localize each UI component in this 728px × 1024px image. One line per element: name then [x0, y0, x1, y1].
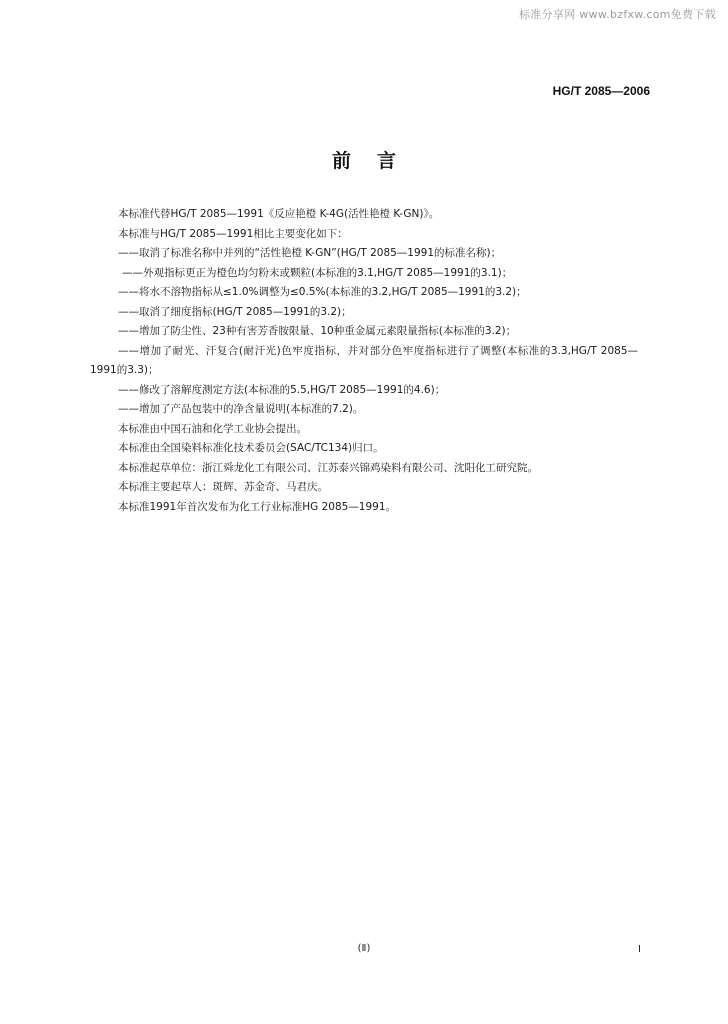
- page-number: (Ⅱ): [357, 943, 371, 954]
- paragraph-drafting-units: 本标准起草单位：浙江舜龙化工有限公司、江苏泰兴锦鸡染料有限公司、沈阳化工研究院。: [118, 461, 538, 474]
- change-item: ——将水不溶物指标从≤1.0%调整为≤0.5%(本标准的3.2,HG/T 2085—1991的3.2)；: [118, 286, 527, 298]
- paragraph-replaces: 本标准代替HG/T 2085—1991《反应艳橙 K-4G(活性艳橙 K-GN)》。: [118, 208, 440, 220]
- change-item: ——增加了产品包装中的净含量说明(本标准的7.2)。: [118, 403, 364, 415]
- change-item: ——增加了防尘性、23种有害芳香胺限量、10种重金属元素限量指标(本标准的3.2)；: [118, 325, 517, 337]
- paragraph-committee: 本标准由全国染料标准化技术委员会(SAC/TC134)归口。: [118, 442, 384, 454]
- paragraph-first-issue: 本标准1991年首次发布为化工行业标准HG 2085—1991。: [118, 500, 397, 513]
- paragraph-drafters: 本标准主要起草人：斑辉、苏金奇、马君庆。: [118, 481, 328, 493]
- paragraph-proposed-by: 本标准由中国石油和化学工业协会提出。: [118, 422, 307, 435]
- standard-code: HG/T 2085—2006: [552, 84, 650, 98]
- change-item: ——修改了溶解度测定方法(本标准的5.5,HG/T 2085—1991的4.6)；: [118, 383, 446, 396]
- change-item: ——外观指标更正为橙色均匀粉末或颗粒(本标准的3.1,HG/T 2085—1991的3.1)；: [122, 266, 513, 279]
- foreword-body: [90, 205, 638, 517]
- paragraph-changes-intro: 本标准与HG/T 2085—1991相比主要变化如下：: [118, 227, 348, 240]
- edge-mark: Ⅰ: [638, 944, 641, 955]
- change-item: ——增加了耐光、汗复合(耐汗光)色牢度指标，并对部分色牢度指标进行了调整(本标准的3.3,HG/T 2085—1991的3.3)；: [90, 344, 638, 376]
- page-title: 前言: [331, 150, 422, 172]
- change-item: ——取消了标准名称中并列的“活性艳橙 K-GN”(HG/T 2085—1991的标准名称)；: [118, 247, 502, 259]
- change-item: ——取消了细度指标(HG/T 2085—1991的3.2)；: [118, 305, 352, 318]
- watermark-text: 标准分享网 www.bzfxw.com免费下载: [519, 8, 716, 21]
